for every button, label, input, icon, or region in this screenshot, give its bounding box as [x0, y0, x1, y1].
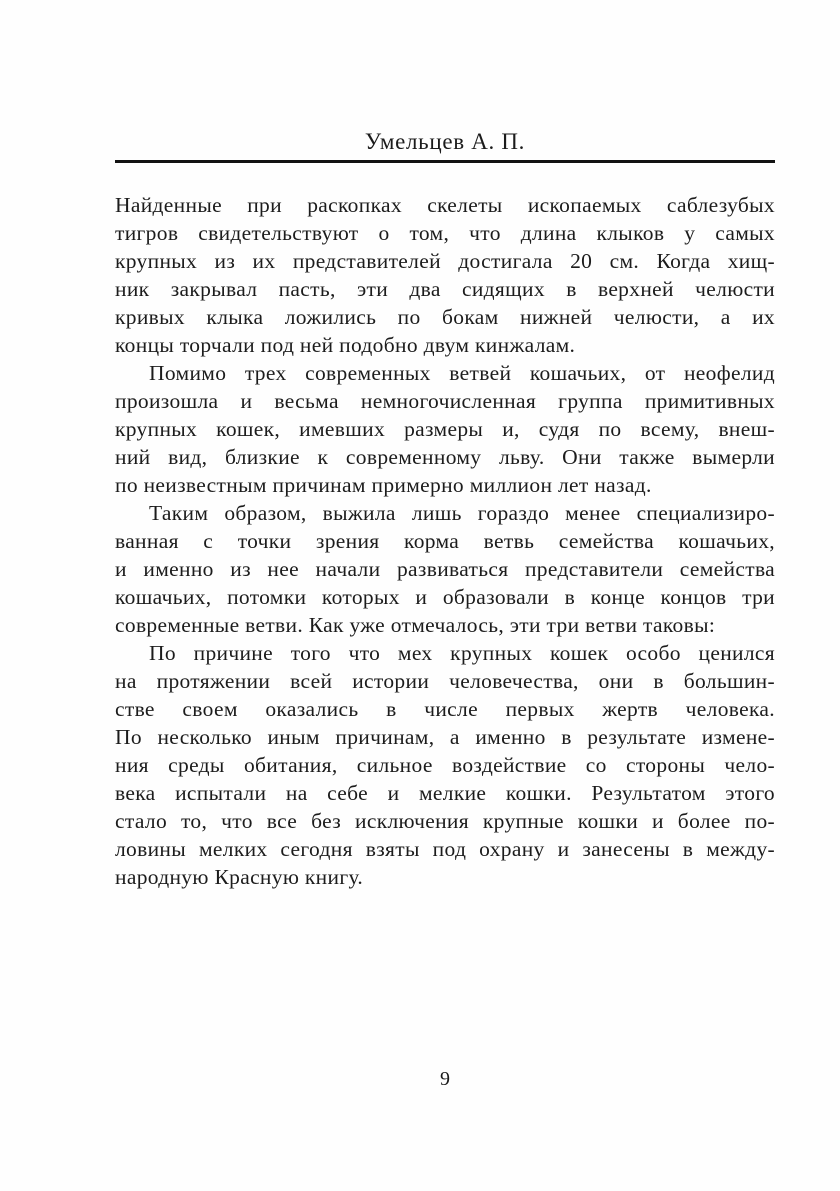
text-line: по неизвестным причинам примерно миллион лет назад. — [115, 473, 652, 497]
text-line: стало то, что все без исключения крупные кошки и более по- — [115, 809, 775, 833]
paragraph — [115, 499, 775, 639]
running-header: Умельцев А. П. — [364, 129, 526, 154]
paragraph — [115, 639, 775, 891]
text-line: ванная с точки зрения корма ветвь семейства кошачьих, — [115, 529, 775, 553]
text-line: Найденные при раскопках скелеты ископаемых саблезубых — [115, 193, 775, 217]
text-line: Таким образом, выжила лишь гораздо менее специализиро- — [149, 501, 775, 525]
text-line: По несколько иным причинам, а именно в результате измене- — [115, 725, 775, 749]
text-line: ловины мелких сегодня взяты под охрану и занесены в между- — [115, 837, 775, 861]
text-line: ник закрывал пасть, эти два сидящих в верхней челюсти — [115, 277, 775, 301]
text-line: крупных кошек, имевших размеры и, судя по всему, внеш- — [115, 417, 775, 441]
text-line: кривых клыка ложились по бокам нижней челюсти, а их — [115, 305, 775, 329]
paragraph — [115, 359, 775, 499]
text-line: современные ветви. Как уже отмечалось, эти три ветви таковы: — [115, 613, 716, 637]
text-line: народную Красную книгу. — [115, 865, 364, 889]
text-line: произошла и весьма немногочисленная группа примитивных — [115, 389, 775, 413]
text-line: кошачьих, потомки которых и образовали в конце концов три — [115, 585, 775, 609]
text-line: на протяжении всей истории человечества, они в большин- — [115, 669, 775, 693]
text-line: тигров свидетельствуют о том, что длина клыков у самых — [115, 221, 775, 245]
page-text — [115, 191, 775, 891]
text-line: крупных из их представителей достигала 20 см. Когда хищ- — [115, 249, 775, 273]
text-line: ний вид, близкие к современному льву. Они также вымерли — [115, 445, 775, 469]
text-line: ния среды обитания, сильное воздействие со стороны чело- — [115, 753, 775, 777]
text-line: По причине того что мех крупных кошек особо ценился — [149, 641, 775, 665]
page-number: 9 — [440, 1068, 450, 1090]
header-rule — [115, 160, 775, 163]
text-line: стве своем оказались в числе первых жертв человека. — [115, 697, 775, 721]
text-line: концы торчали под ней подобно двум кинжалам. — [115, 333, 576, 357]
text-line: и именно из нее начали развиваться представители семейства — [115, 557, 775, 581]
paragraph — [115, 191, 775, 359]
text-line: Помимо трех современных ветвей кошачьих, от неофелид — [149, 361, 775, 385]
text-line: века испытали на себе и мелкие кошки. Результатом этого — [115, 781, 775, 805]
